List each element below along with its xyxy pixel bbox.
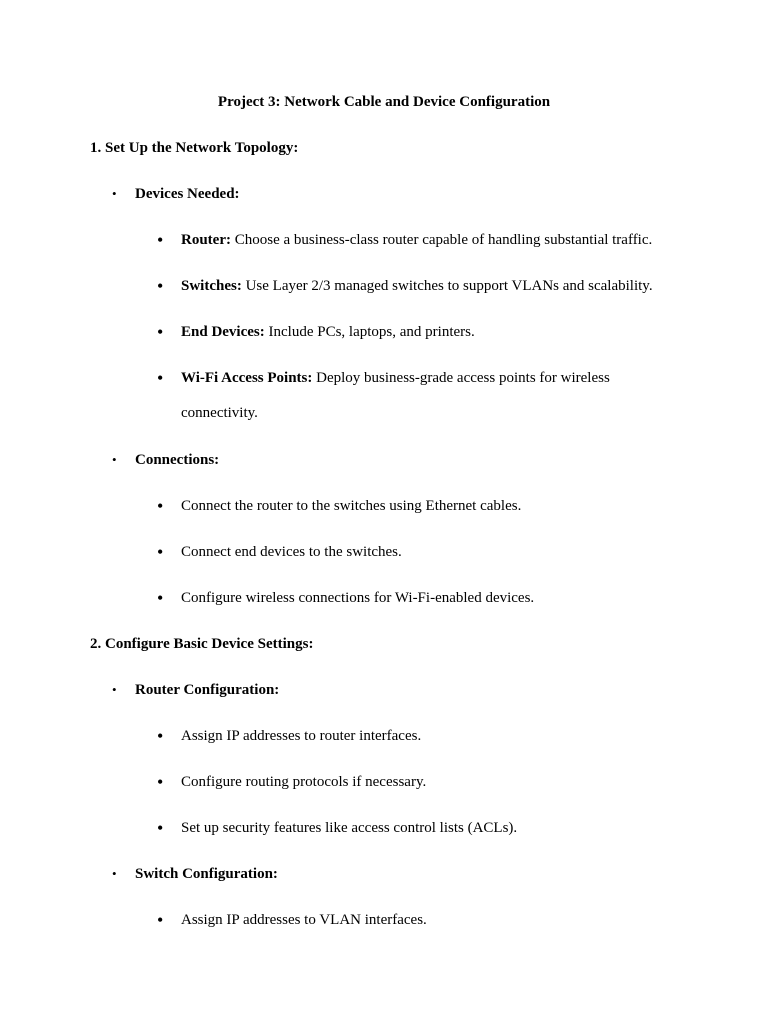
item-text: Deploy business-grade access points for wireless <box>312 370 610 386</box>
bullet-icon: • <box>157 368 164 388</box>
bullet-icon: • <box>157 910 164 930</box>
section-heading-device-settings: 2. Configure Basic Device Settings: <box>90 636 314 652</box>
switch-configuration-label: Switch Configuration: <box>135 866 278 882</box>
bullet-icon: • <box>112 682 117 697</box>
item-label: Switches: <box>181 278 242 294</box>
item-label: Router: <box>181 232 231 248</box>
bullet-icon: • <box>157 818 164 838</box>
bullet-icon: • <box>157 726 164 746</box>
bullet-icon: • <box>157 276 164 296</box>
router-configuration-label: Router Configuration: <box>135 682 280 698</box>
list-item: Configure wireless connections for Wi-Fi-enabled devices. <box>181 590 535 606</box>
list-item: Connect end devices to the switches. <box>181 544 402 560</box>
list-item: Assign IP addresses to router interfaces. <box>181 728 422 744</box>
section-heading-topology: 1. Set Up the Network Topology: <box>90 140 299 156</box>
list-item: Connect the router to the switches using Ethernet cables. <box>181 498 522 514</box>
bullet-icon: • <box>157 230 164 250</box>
list-item: Assign IP addresses to VLAN interfaces. <box>181 912 427 928</box>
connections-label: Connections: <box>135 452 220 468</box>
list-item-switches <box>181 276 653 296</box>
item-text: Use Layer 2/3 managed switches to support VLANs and scalability. <box>241 278 653 294</box>
list-item-continuation: connectivity. <box>181 405 258 421</box>
item-text: Choose a business-class router capable of handling substantial traffic. <box>230 232 653 248</box>
bullet-icon: • <box>112 866 117 881</box>
bullet-icon: • <box>157 542 164 562</box>
bullet-icon: • <box>157 496 164 516</box>
list-item: Configure routing protocols if necessary. <box>181 774 427 790</box>
list-item-wifi-access-points <box>181 368 610 388</box>
item-label: End Devices: <box>181 324 265 340</box>
bullet-icon: • <box>112 186 117 201</box>
list-item: Set up security features like access control lists (ACLs). <box>181 820 518 836</box>
list-item-end-devices <box>181 322 475 342</box>
bullet-icon: • <box>157 772 164 792</box>
devices-needed-label: Devices Needed: <box>135 186 240 202</box>
document-title: Project 3: Network Cable and Device Configuration <box>217 94 551 110</box>
bullet-icon: • <box>112 452 117 467</box>
bullet-icon: • <box>157 322 164 342</box>
bullet-icon: • <box>157 588 164 608</box>
item-label: Wi-Fi Access Points: <box>181 370 313 386</box>
list-item-router <box>181 230 652 250</box>
item-text: Include PCs, laptops, and printers. <box>264 324 475 340</box>
